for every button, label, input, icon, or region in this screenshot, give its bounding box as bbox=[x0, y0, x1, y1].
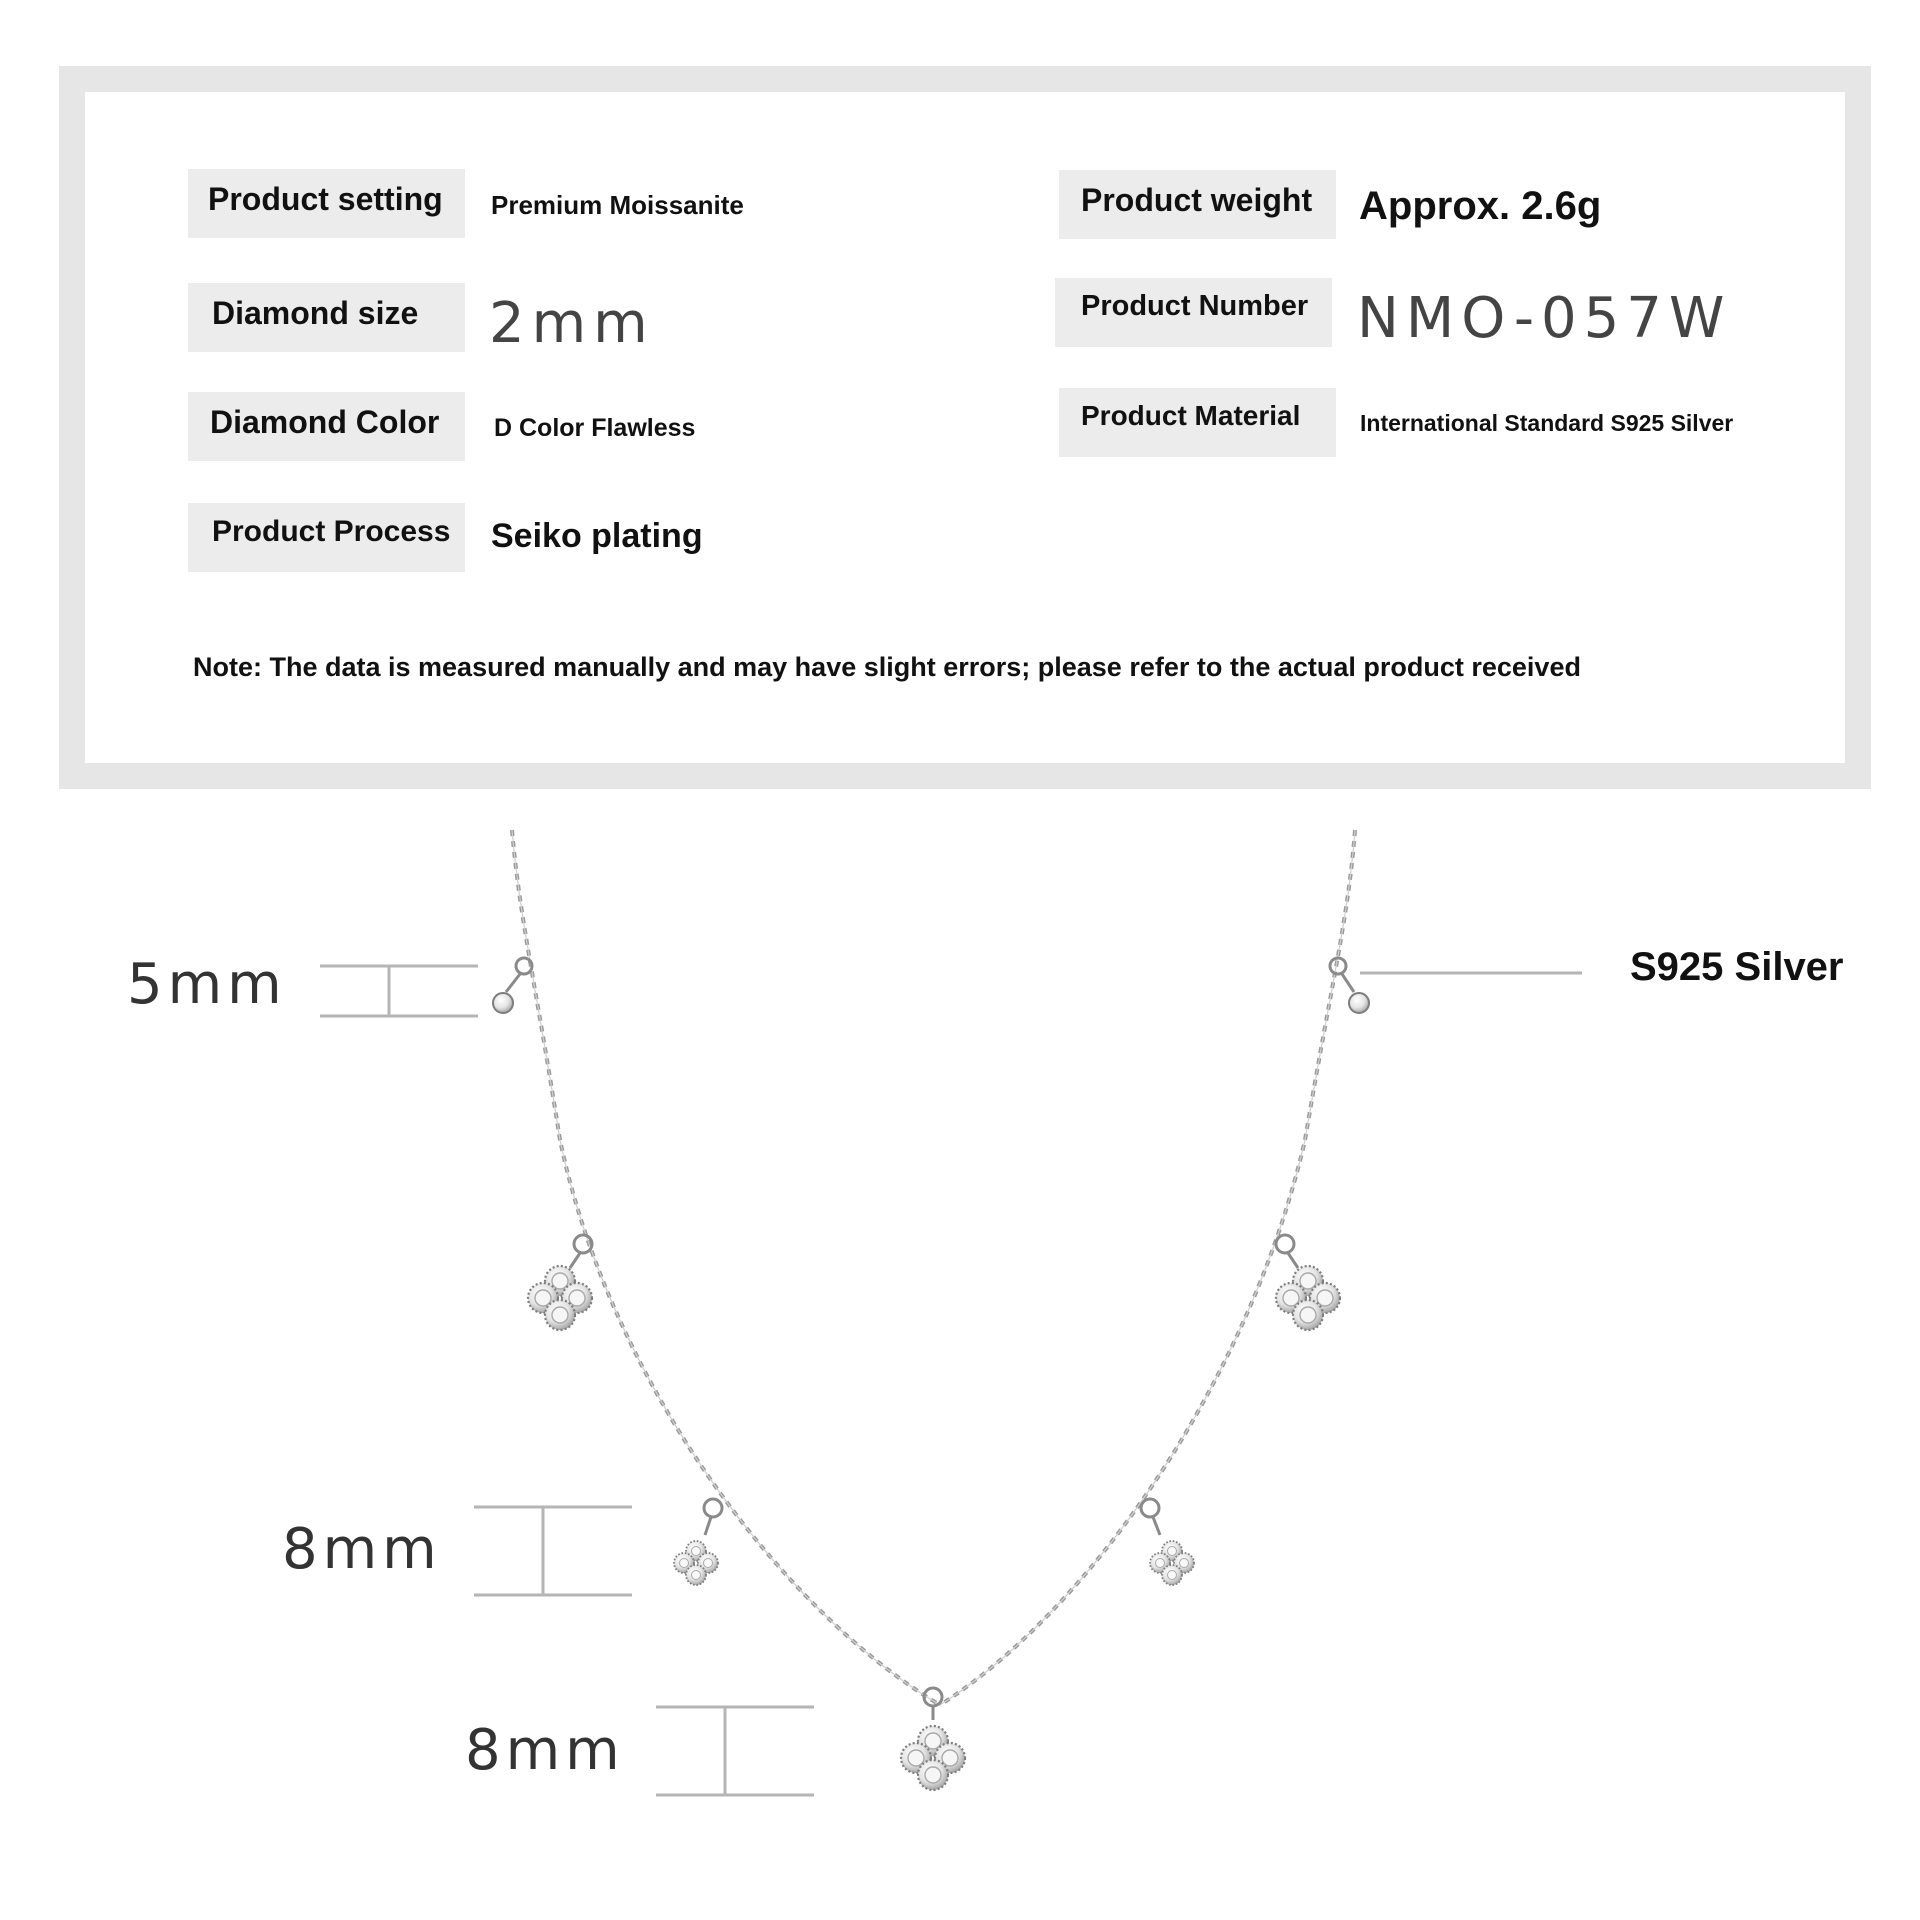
spec-label-product-number: Product Number bbox=[1055, 278, 1332, 347]
spec-label-product-weight: Product weight bbox=[1059, 170, 1336, 239]
clover-charm-upper-right bbox=[1276, 1235, 1340, 1330]
spec-value-product-number: NMO-057W bbox=[1357, 286, 1732, 351]
spec-label-product-material: Product Material bbox=[1059, 388, 1336, 457]
necklace-chain-right bbox=[940, 830, 1355, 1705]
dimension-marker-5mm bbox=[320, 966, 478, 1016]
spec-value-product-material: International Standard S925 Silver bbox=[1360, 410, 1734, 436]
spec-value-product-weight: Approx. 2.6g bbox=[1359, 184, 1602, 228]
center-clover-charm bbox=[901, 1688, 965, 1790]
spec-value-product-setting: Premium Moissanite bbox=[491, 190, 744, 220]
spec-label-product-setting: Product setting bbox=[188, 169, 465, 238]
dimension-label-5mm: 5mm bbox=[127, 952, 287, 1017]
clover-charm-lower-left bbox=[674, 1499, 722, 1585]
dimension-label-8mm-lower: 8mm bbox=[282, 1517, 442, 1582]
clover-charm-lower-right bbox=[1141, 1499, 1194, 1585]
necklace-chain bbox=[512, 830, 940, 1705]
clover-charm-upper-left bbox=[528, 1235, 592, 1330]
measurement-note: Note: The data is measured manually and may have slight errors; please refer to the actual product received bbox=[193, 652, 1581, 682]
spec-label-diamond-color: Diamond Color bbox=[188, 392, 465, 461]
spec-label-product-process: Product Process bbox=[188, 503, 465, 572]
spec-value-diamond-color: D Color Flawless bbox=[494, 414, 696, 442]
dimension-label-8mm-center: 8mm bbox=[465, 1718, 625, 1783]
spec-value-product-process: Seiko plating bbox=[491, 517, 703, 555]
spec-label-diamond-size: Diamond size bbox=[188, 283, 465, 352]
material-callout-label: S925 Silver bbox=[1630, 945, 1844, 989]
spec-value-diamond-size: 2mm bbox=[489, 291, 655, 356]
side-drop-charm-left bbox=[493, 958, 532, 1013]
dimension-marker-8mm-lower bbox=[474, 1507, 632, 1595]
dimension-marker-8mm-center bbox=[656, 1707, 814, 1795]
